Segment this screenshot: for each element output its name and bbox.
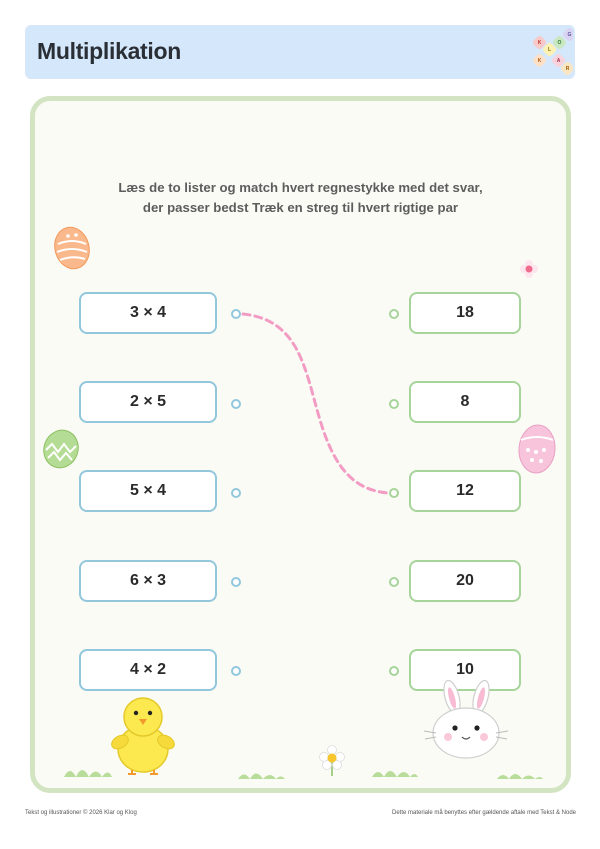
instructions-line-1: Læs de to lister og match hvert regnestykke med det svar,: [118, 180, 483, 195]
expression-box-3[interactable]: 5 × 4: [79, 470, 217, 512]
expression-box-4[interactable]: 6 × 3: [79, 560, 217, 602]
right-connector-dot-3[interactable]: [389, 488, 399, 498]
left-connector-dot-2[interactable]: [231, 399, 241, 409]
left-connector-dot-4[interactable]: [231, 577, 241, 587]
answer-box-2[interactable]: 8: [409, 381, 521, 423]
left-connector-dot-5[interactable]: [231, 666, 241, 676]
svg-text:R: R: [565, 66, 570, 73]
svg-text:G: G: [567, 32, 572, 39]
instructions-line-2: der passer bedst Træk en streg til hvert rigtige par: [142, 200, 459, 215]
footer-license: Dette materiale må benyttes efter gældende aftale med Tekst & Node: [392, 810, 576, 816]
left-connector-dot-1[interactable]: [231, 309, 241, 319]
svg-text:O: O: [557, 40, 562, 47]
svg-text:L: L: [547, 47, 552, 54]
expression-box-5[interactable]: 4 × 2: [79, 649, 217, 691]
expression-box-1[interactable]: 3 × 4: [79, 292, 217, 334]
expression-box-2[interactable]: 2 × 5: [79, 381, 217, 423]
answer-box-4[interactable]: 20: [409, 560, 521, 602]
answer-box-5[interactable]: 10: [409, 649, 521, 691]
left-connector-dot-3[interactable]: [231, 488, 241, 498]
page-title: Multiplikation: [37, 38, 182, 64]
header-banner: [25, 25, 575, 79]
answer-box-1[interactable]: 18: [409, 292, 521, 334]
right-connector-dot-4[interactable]: [389, 577, 399, 587]
svg-text:A: A: [556, 58, 561, 65]
footer-copyright: Tekst og illustrationer © 2026 Klar og Klog: [25, 810, 137, 816]
svg-text:K: K: [537, 40, 542, 47]
answer-box-3[interactable]: 12: [409, 470, 521, 512]
right-connector-dot-2[interactable]: [389, 399, 399, 409]
klar-og-klog-logo: [507, 25, 573, 79]
svg-text:K: K: [537, 58, 542, 65]
right-connector-dot-1[interactable]: [389, 309, 399, 319]
instructions-text: [35, 178, 566, 218]
right-connector-dot-5[interactable]: [389, 666, 399, 676]
